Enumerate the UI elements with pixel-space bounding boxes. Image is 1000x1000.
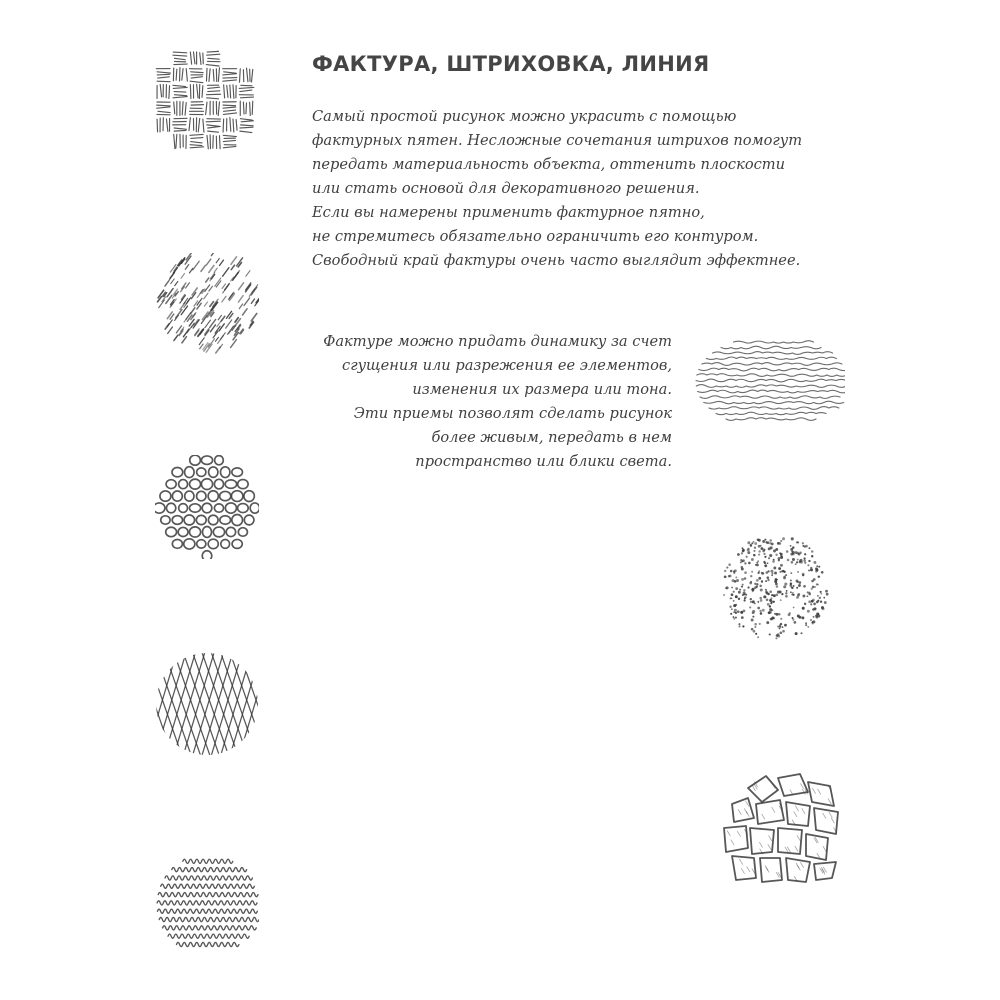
wavy-lines-swatch xyxy=(155,853,259,957)
crosshatch-grid-swatch xyxy=(155,652,259,756)
horizontal-wave-lines-swatch xyxy=(695,336,845,428)
page-title: ФАКТУРА, ШТРИХОВКА, ЛИНИЯ xyxy=(312,52,710,76)
intro-line: передать материальность объекта, оттенить плоскости xyxy=(312,156,786,173)
intro-line: не стремитесь обязательно ограничить его контуром. xyxy=(312,228,759,245)
dynamics-line: сгущения или разрежения ее элементов, xyxy=(342,357,672,374)
intro-line: Если вы намерены применить фактурное пятно, xyxy=(312,204,705,221)
intro-line: или стать основой для декоративного решения. xyxy=(312,180,700,197)
pebble-circles-swatch xyxy=(155,455,259,559)
dynamics-line: пространство или блики света. xyxy=(415,453,672,470)
intro-line: Свободный край фактуры очень часто выглядит эффектнее. xyxy=(312,252,801,269)
intro-paragraph xyxy=(312,105,802,273)
dynamics-line: Эти приемы позволят сделать рисунок xyxy=(353,405,672,422)
angular-stones-swatch xyxy=(718,768,848,888)
intro-line: Самый простой рисунок можно украсить с помощью xyxy=(312,108,737,125)
dynamics-paragraph xyxy=(300,330,672,474)
stipple-dots-swatch xyxy=(720,533,830,643)
dynamics-line: изменения их размера или тона. xyxy=(412,381,672,398)
dynamics-line: более живым, передать в нем xyxy=(431,429,672,446)
dynamics-line: Фактуре можно придать динамику за счет xyxy=(323,333,672,350)
basket-weave-hatching-swatch xyxy=(155,50,259,154)
short-stroke-hatching-swatch xyxy=(155,253,259,357)
intro-line: фактурных пятен. Несложные сочетания штрихов помогут xyxy=(312,132,803,149)
